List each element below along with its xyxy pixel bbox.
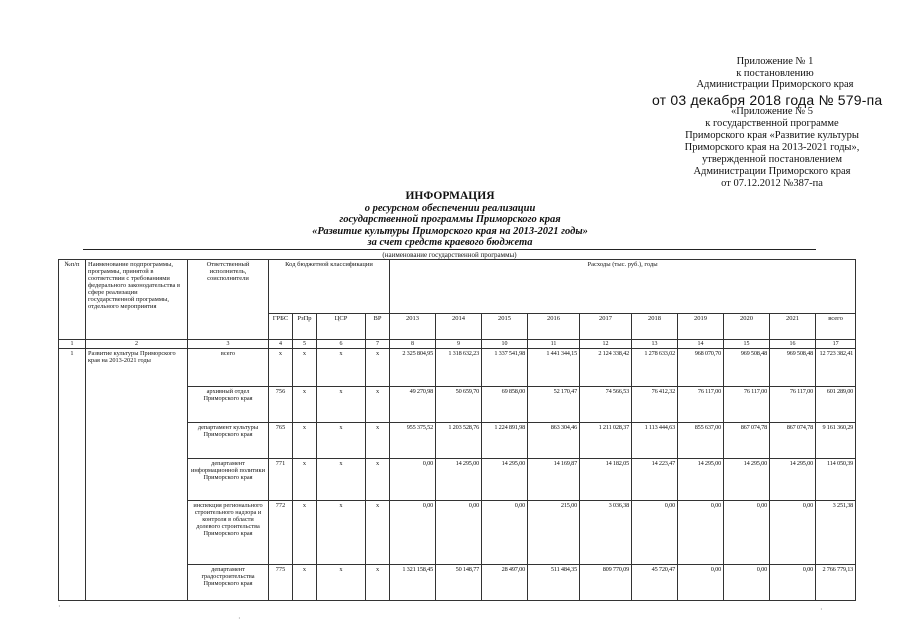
col-header-year: 2014 [436, 314, 482, 340]
scan-mark: · [238, 614, 241, 623]
year-amount-cell: 69 858,00 [482, 387, 528, 423]
column-number: 2 [86, 340, 188, 349]
vr-cell: х [366, 565, 390, 601]
column-number: 4 [269, 340, 293, 349]
year-amount-cell: 74 566,53 [580, 387, 632, 423]
column-number-row [59, 340, 856, 349]
year-amount-cell: 0,00 [390, 459, 436, 501]
appendix-5-caption [672, 106, 872, 190]
total-amount-cell: 2 766 779,13 [816, 565, 856, 601]
year-amount-cell: 14 223,47 [632, 459, 678, 501]
year-amount-cell: 511 484,35 [528, 565, 580, 601]
rzpr-cell: х [293, 387, 317, 423]
executor-cell: инспекция регионального строительного надзора и контроля в области долевого строительства Приморского края [188, 501, 269, 565]
year-amount-cell: 968 070,70 [678, 349, 724, 387]
year-amount-cell: 863 304,46 [528, 423, 580, 459]
year-amount-cell: 52 170,47 [528, 387, 580, 423]
vr-cell: х [366, 349, 390, 387]
col-header-total: всего [816, 314, 856, 340]
appendix5-line: утвержденной постановлением [702, 154, 842, 165]
col-header-year: 2016 [528, 314, 580, 340]
table-row [59, 349, 856, 387]
column-number: 8 [390, 340, 436, 349]
csr-cell: х [317, 349, 366, 387]
vr-cell: х [366, 501, 390, 565]
col-header-executor: Ответственный исполнитель, соисполнители [188, 260, 269, 340]
total-amount-cell: 3 251,38 [816, 501, 856, 565]
rzpr-cell: х [293, 349, 317, 387]
year-amount-cell: 76 412,32 [632, 387, 678, 423]
column-number: 3 [188, 340, 269, 349]
year-amount-cell: 28 497,00 [482, 565, 528, 601]
program-number: 1 [59, 349, 86, 601]
year-amount-cell: 2 124 338,42 [580, 349, 632, 387]
grbs-cell: 771 [269, 459, 293, 501]
year-amount-cell: 0,00 [770, 501, 816, 565]
csr-cell: х [317, 501, 366, 565]
rzpr-cell: х [293, 565, 317, 601]
column-number: 12 [580, 340, 632, 349]
year-amount-cell: 0,00 [724, 501, 770, 565]
column-number: 16 [770, 340, 816, 349]
executor-cell: архивный отдел Приморского края [188, 387, 269, 423]
column-number: 7 [366, 340, 390, 349]
col-header-year: 2020 [724, 314, 770, 340]
year-amount-cell: 14 169,87 [528, 459, 580, 501]
col-header-year: 2013 [390, 314, 436, 340]
appendix5-line: от 07.12.2012 №387-па [721, 178, 823, 189]
year-amount-cell: 855 637,00 [678, 423, 724, 459]
csr-cell: х [317, 459, 366, 501]
year-amount-cell: 0,00 [482, 501, 528, 565]
year-amount-cell: 49 270,98 [390, 387, 436, 423]
executor-cell: департамент культуры Приморского края [188, 423, 269, 459]
decree-date-number: от 03 декабря 2018 года № 579-па [652, 92, 883, 108]
total-amount-cell: 114 050,39 [816, 459, 856, 501]
year-amount-cell: 14 295,00 [436, 459, 482, 501]
appendix5-line: Приморского края на 2013-2021 годы», [684, 142, 860, 153]
year-amount-cell: 14 295,00 [770, 459, 816, 501]
year-amount-cell: 50 659,70 [436, 387, 482, 423]
year-amount-cell: 3 036,38 [580, 501, 632, 565]
title-underline [83, 249, 816, 250]
title-line: «Развитие культуры Приморского края на 2013-2021 годы» [312, 225, 588, 237]
column-number: 9 [436, 340, 482, 349]
year-amount-cell: 14 182,05 [580, 459, 632, 501]
rzpr-cell: х [293, 501, 317, 565]
appendix5-line: «Приложение № 5 [730, 106, 814, 117]
grbs-cell: 772 [269, 501, 293, 565]
rzpr-cell: х [293, 423, 317, 459]
csr-cell: х [317, 423, 366, 459]
title-line: государственной программы Приморского края [339, 214, 561, 226]
year-amount-cell: 809 770,09 [580, 565, 632, 601]
year-amount-cell: 1 318 632,23 [436, 349, 482, 387]
program-name: Развитие культуры Приморского края на 2013-2021 годы [86, 349, 188, 601]
appendix5-line: к государственной программе [705, 118, 839, 129]
document-title [210, 191, 690, 249]
col-header-rzpr: РзПр [293, 314, 317, 340]
total-amount-cell: 601 289,00 [816, 387, 856, 423]
grbs-cell: х [269, 349, 293, 387]
column-number: 5 [293, 340, 317, 349]
year-amount-cell: 0,00 [678, 501, 724, 565]
year-amount-cell: 1 321 158,45 [390, 565, 436, 601]
year-amount-cell: 14 295,00 [482, 459, 528, 501]
csr-cell: х [317, 565, 366, 601]
column-number: 10 [482, 340, 528, 349]
title-line: за счет средств краевого бюджета [367, 237, 533, 249]
year-amount-cell: 969 508,48 [770, 349, 816, 387]
year-amount-cell: 1 337 541,98 [482, 349, 528, 387]
grbs-cell: 756 [269, 387, 293, 423]
executor-cell: всего [188, 349, 269, 387]
col-header-csr: ЦСР [317, 314, 366, 340]
year-amount-cell: 0,00 [632, 501, 678, 565]
year-amount-cell: 969 508,48 [724, 349, 770, 387]
total-amount-cell: 12 723 382,41 [816, 349, 856, 387]
column-number: 6 [317, 340, 366, 349]
col-header-no: №п/п [59, 260, 86, 340]
year-amount-cell: 0,00 [770, 565, 816, 601]
column-number: 14 [678, 340, 724, 349]
table-header-row [59, 260, 856, 314]
year-amount-cell: 1 441 344,15 [528, 349, 580, 387]
appendix1-line: Администрации Приморского края [696, 79, 854, 90]
executor-cell: департамент информационной политики Приморского края [188, 459, 269, 501]
col-header-expenses: Расходы (тыс. руб.), годы [390, 260, 856, 314]
appendix5-line: Администрации Приморского края [693, 166, 851, 177]
vr-cell: х [366, 459, 390, 501]
appendix5-line: Приморского края «Развитие культуры [685, 130, 859, 141]
year-amount-cell: 0,00 [390, 501, 436, 565]
col-header-grbs: ГРБС [269, 314, 293, 340]
col-header-vr: ВР [366, 314, 390, 340]
title-line: о ресурсном обеспечении реализации [364, 202, 536, 214]
year-amount-cell: 1 203 528,76 [436, 423, 482, 459]
year-amount-cell: 1 224 891,98 [482, 423, 528, 459]
year-amount-cell: 76 117,00 [724, 387, 770, 423]
total-amount-cell: 9 161 360,29 [816, 423, 856, 459]
col-header-year: 2021 [770, 314, 816, 340]
title-caption: (наименование государственной программы) [382, 251, 517, 259]
year-amount-cell: 2 325 804,95 [390, 349, 436, 387]
year-amount-cell: 1 113 444,63 [632, 423, 678, 459]
resource-table [58, 259, 856, 601]
col-header-year: 2017 [580, 314, 632, 340]
vr-cell: х [366, 387, 390, 423]
rzpr-cell: х [293, 459, 317, 501]
col-header-year: 2019 [678, 314, 724, 340]
col-header-budget-code: Код бюджетной классификации [269, 260, 390, 314]
year-amount-cell: 867 074,78 [770, 423, 816, 459]
year-amount-cell: 50 148,77 [436, 565, 482, 601]
scan-mark: · [820, 605, 823, 614]
table-body [59, 349, 856, 601]
grbs-cell: 775 [269, 565, 293, 601]
col-header-year: 2015 [482, 314, 528, 340]
year-amount-cell: 867 074,78 [724, 423, 770, 459]
year-amount-cell: 0,00 [436, 501, 482, 565]
year-amount-cell: 215,00 [528, 501, 580, 565]
column-number: 13 [632, 340, 678, 349]
year-amount-cell: 0,00 [678, 565, 724, 601]
year-amount-cell: 45 720,47 [632, 565, 678, 601]
column-number: 15 [724, 340, 770, 349]
vr-cell: х [366, 423, 390, 459]
year-amount-cell: 14 295,00 [724, 459, 770, 501]
column-number: 1 [59, 340, 86, 349]
col-header-year: 2018 [632, 314, 678, 340]
executor-cell: департамент градостроительства Приморского края [188, 565, 269, 601]
year-amount-cell: 955 375,52 [390, 423, 436, 459]
appendix1-line: Приложение № 1 [736, 56, 814, 67]
column-number: 17 [816, 340, 856, 349]
year-amount-cell: 76 117,00 [770, 387, 816, 423]
year-amount-cell: 14 295,00 [678, 459, 724, 501]
year-amount-cell: 0,00 [724, 565, 770, 601]
year-amount-cell: 1 211 028,37 [580, 423, 632, 459]
year-amount-cell: 1 278 633,02 [632, 349, 678, 387]
scan-mark: · [58, 602, 61, 611]
csr-cell: х [317, 387, 366, 423]
col-header-name: Наименование подпрограммы, программы, принятой в соответствии с требованиями федерального законодательства в сфере реализации государственной программы, отдельного мероприятия [86, 260, 188, 340]
appendix-1-caption [690, 56, 860, 91]
column-number: 11 [528, 340, 580, 349]
appendix1-line: к постановлению [736, 67, 814, 79]
year-amount-cell: 76 117,00 [678, 387, 724, 423]
grbs-cell: 765 [269, 423, 293, 459]
title-main: ИНФОРМАЦИЯ [405, 190, 495, 202]
